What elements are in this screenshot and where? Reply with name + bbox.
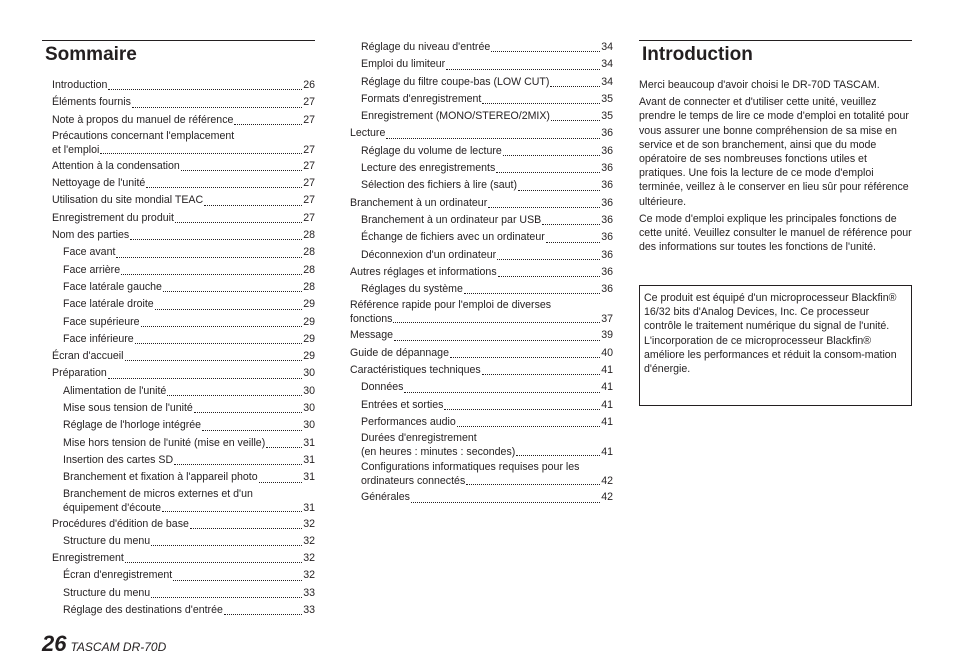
toc-page-number: 34	[601, 75, 613, 88]
toc-entry-title: Caractéristiques techniques	[350, 364, 481, 377]
toc-page-number: 39	[601, 329, 613, 342]
toc-entry[interactable]	[52, 533, 315, 550]
sommaire-header	[42, 40, 315, 68]
toc-page-number: 41	[601, 364, 613, 377]
toc-entry[interactable]	[52, 77, 315, 94]
toc-entry[interactable]	[350, 489, 613, 506]
toc-leader-dots	[444, 409, 600, 410]
toc-entry[interactable]	[52, 383, 315, 400]
toc-entry-title: Mise sous tension de l'unité	[63, 402, 193, 415]
toc-entry-title: Mise hors tension de l'unité (mise en veille)	[63, 436, 266, 449]
toc-entry[interactable]	[350, 56, 613, 73]
toc-entry[interactable]	[52, 244, 315, 261]
toc-leader-dots	[259, 482, 303, 483]
toc-leader-dots	[116, 257, 302, 258]
toc-page-number: 41	[601, 415, 613, 428]
toc-entry-title-cont: (en heures : minutes : secondes)	[361, 446, 516, 459]
toc-leader-dots	[446, 69, 600, 70]
page-footer	[42, 631, 166, 657]
toc-entry[interactable]	[52, 192, 315, 209]
toc-entry[interactable]	[350, 91, 613, 108]
toc-entry[interactable]	[52, 365, 315, 382]
toc-page-number: 37	[601, 313, 613, 326]
toc-entry-title: Durées d'enregistrement	[361, 432, 477, 445]
toc-page-number: 35	[601, 92, 613, 105]
toc-entry-title: Face inférieure	[63, 332, 134, 345]
toc-entry-title: Générales	[361, 491, 410, 504]
toc-entry-title-cont: fonctions	[350, 313, 393, 326]
toc-page-number: 36	[601, 283, 613, 296]
toc-entry-title: Face arrière	[63, 263, 121, 276]
toc-leader-dots	[141, 326, 303, 327]
toc-page-number: 41	[601, 446, 613, 459]
toc-entry-title: Données	[361, 381, 404, 394]
toc-entry-title: Déconnexion d'un ordinateur	[361, 248, 497, 261]
toc-leader-dots	[551, 120, 600, 121]
toc-page-number: 30	[303, 384, 315, 397]
toc-entry[interactable]	[52, 331, 315, 348]
toc-page-number: 30	[303, 367, 315, 380]
toc-entry[interactable]	[52, 400, 315, 417]
toc-entry-title: Performances audio	[361, 415, 456, 428]
toc-leader-dots	[121, 274, 302, 275]
toc-entry-title-cont: ordinateurs connectés	[361, 475, 466, 488]
toc-entry[interactable]	[350, 379, 613, 396]
toc-page-number: 27	[303, 96, 315, 109]
toc-leader-dots	[482, 103, 600, 104]
sommaire-title: Sommaire	[45, 44, 137, 65]
toc-entry[interactable]	[350, 264, 613, 281]
toc-leader-dots	[503, 155, 600, 156]
toc-leader-dots	[162, 511, 302, 512]
toc-entry[interactable]	[52, 94, 315, 111]
toc-entry[interactable]	[52, 129, 315, 158]
toc-entry[interactable]	[52, 175, 315, 192]
introduction-header	[639, 40, 912, 68]
toc-leader-dots	[386, 138, 600, 139]
toc-leader-dots	[550, 86, 600, 87]
toc-entry[interactable]	[52, 262, 315, 279]
toc-leader-dots	[266, 447, 302, 448]
toc-entry-title: Préparation	[52, 367, 107, 380]
toc-leader-dots	[496, 172, 600, 173]
introduction-title: Introduction	[642, 44, 753, 65]
toc-entry[interactable]	[52, 417, 315, 434]
toc-leader-dots	[135, 343, 303, 344]
toc-entry-title: Enregistrement du produit	[52, 211, 174, 224]
toc-leader-dots	[394, 340, 600, 341]
toc-page-number: 36	[601, 144, 613, 157]
toc-page-number: 29	[303, 298, 315, 311]
note-paragraph: Ce produit est équipé d'un microprocesseur Blackfin® 16/32 bits d'Analog Devices, Inc. Ce processeur contrôle le traitement numérique du signal de l'unité.	[644, 292, 897, 333]
toc-page-number: 28	[303, 246, 315, 259]
toc-entry-title: Structure du menu	[63, 534, 151, 547]
toc-entry[interactable]	[350, 125, 613, 142]
toc-entry[interactable]	[350, 160, 613, 177]
toc-entry-title: Branchement à un ordinateur	[350, 196, 488, 209]
intro-paragraph: Avant de connecter et d'utiliser cette unité, veuillez prendre le temps de lire ce mode d'emploi en totalité pour vous assurer une bonne compréhension de sa mise en service et de son branchement, ainsi que du mode opératoire de ses nombreuses fonctions utiles et pratiques. Une fois la lecture de ce mode d'emploi terminée, veillez à le conserver en lieu sûr pour référence ultérieure.	[639, 96, 909, 208]
model-name: TASCAM DR-70D	[70, 640, 167, 654]
toc-leader-dots	[173, 580, 302, 581]
toc-leader-dots	[411, 502, 600, 503]
toc-entry-title: Configurations informatiques requises pour les	[361, 461, 580, 474]
toc-entry-title: Message	[350, 329, 393, 342]
toc-entry[interactable]	[350, 195, 613, 212]
toc-page-number: 29	[303, 315, 315, 328]
toc-page-number: 32	[303, 534, 315, 547]
toc-leader-dots	[130, 239, 302, 240]
toc-page-number: 29	[303, 332, 315, 345]
toc-leader-dots	[466, 484, 600, 485]
toc-leader-dots	[516, 455, 600, 456]
toc-page-number: 36	[601, 231, 613, 244]
toc-entry[interactable]	[52, 567, 315, 584]
toc-entry[interactable]	[350, 362, 613, 379]
toc-entry-title: Éléments fournis	[52, 96, 131, 109]
toc-page-number: 36	[601, 162, 613, 175]
toc-page-number: 41	[601, 381, 613, 394]
toc-entry[interactable]	[52, 158, 315, 175]
toc-entry[interactable]	[52, 550, 315, 567]
toc-page-number: 31	[303, 453, 315, 466]
toc-column-2	[350, 39, 613, 507]
toc-entry-title: Emploi du limiteur	[361, 58, 446, 71]
toc-entry-title: Sélection des fichiers à lire (saut)	[361, 179, 518, 192]
toc-entry-title: Face latérale droite	[63, 298, 154, 311]
toc-entry-title: Autres réglages et informations	[350, 265, 497, 278]
toc-entry[interactable]	[52, 314, 315, 331]
toc-entry[interactable]	[350, 108, 613, 125]
toc-leader-dots	[464, 293, 600, 294]
toc-page-number: 42	[601, 475, 613, 488]
toc-page-number: 30	[303, 419, 315, 432]
toc-entry-title: Introduction	[52, 79, 108, 91]
toc-leader-dots	[497, 259, 600, 260]
toc-page-number: 41	[601, 398, 613, 411]
toc-leader-dots	[174, 464, 302, 465]
toc-leader-dots	[181, 170, 302, 171]
toc-leader-dots	[125, 360, 303, 361]
toc-entry[interactable]	[52, 452, 315, 469]
toc-entry-title: Nom des parties	[52, 229, 130, 242]
toc-entry[interactable]	[350, 229, 613, 246]
toc-entry-title: Réglage du niveau d'entrée	[361, 41, 491, 53]
intro-paragraph: Ce mode d'emploi explique les principales fonctions de cette unité. Veuillez consulter le manuel de référence pour des informations sur toutes les fonctions de l'unité.	[639, 212, 912, 254]
toc-leader-dots	[546, 242, 600, 243]
toc-entry-title: Note à propos du manuel de référence	[52, 113, 234, 126]
toc-page-number: 36	[601, 179, 613, 192]
toc-entry-title: Enregistrement (MONO/STEREO/2MIX)	[361, 110, 550, 123]
toc-page-number: 29	[303, 350, 315, 363]
toc-leader-dots	[457, 426, 600, 427]
toc-leader-dots	[108, 378, 302, 379]
toc-entry-title: Face supérieure	[63, 315, 140, 328]
toc-entry[interactable]	[350, 345, 613, 362]
toc-page-number: 31	[303, 501, 315, 514]
toc-entry[interactable]	[52, 516, 315, 533]
toc-leader-dots	[132, 107, 302, 108]
toc-page-number: 30	[303, 402, 315, 415]
toc-entry-title: Utilisation du site mondial TEAC	[52, 194, 204, 207]
toc-entry-title: Lecture	[350, 127, 386, 140]
toc-entry-title: Réglages du système	[361, 283, 463, 296]
toc-page-number: 36	[601, 213, 613, 226]
toc-page-number: 28	[303, 263, 315, 276]
toc-page-number: 34	[601, 58, 613, 71]
toc-entry[interactable]	[350, 39, 613, 56]
toc-leader-dots	[498, 276, 601, 277]
toc-entry-title: Entrées et sorties	[361, 398, 444, 411]
toc-leader-dots	[542, 224, 600, 225]
toc-page-number: 27	[303, 143, 315, 156]
toc-page-number: 34	[601, 41, 613, 53]
toc-entry[interactable]	[52, 210, 315, 227]
toc-leader-dots	[202, 430, 302, 431]
toc-entry-title: Écran d'enregistrement	[63, 569, 173, 582]
toc-entry-title: Lecture des enregistrements	[361, 162, 496, 175]
toc-entry-title: Insertion des cartes SD	[63, 453, 174, 466]
toc-leader-dots	[175, 222, 302, 223]
toc-page-number: 27	[303, 113, 315, 126]
toc-entry[interactable]	[52, 296, 315, 313]
toc-leader-dots	[450, 357, 600, 358]
toc-entry[interactable]	[350, 397, 613, 414]
toc-entry-title: Référence rapide pour l'emploi de diverses	[350, 299, 552, 312]
toc-leader-dots	[234, 124, 302, 125]
page-number: 26	[42, 631, 67, 656]
toc-entry[interactable]	[52, 112, 315, 129]
toc-entry-title: Procédures d'édition de base	[52, 517, 189, 530]
toc-entry[interactable]	[350, 247, 613, 264]
toc-entry[interactable]	[350, 212, 613, 229]
toc-entry[interactable]	[52, 585, 315, 602]
toc-leader-dots	[491, 51, 600, 52]
toc-entry-title: Guide de dépannage	[350, 346, 449, 359]
toc-entry[interactable]	[350, 143, 613, 160]
toc-entry[interactable]	[52, 279, 315, 296]
toc-page-number: 32	[303, 517, 315, 530]
toc-entry-title: Formats d'enregistrement	[361, 92, 482, 105]
toc-leader-dots	[108, 89, 302, 90]
toc-entry-title: Réglage du volume de lecture	[361, 144, 502, 157]
introduction-body	[639, 78, 913, 257]
toc-column-1	[52, 77, 315, 619]
toc-leader-dots	[163, 291, 302, 292]
blackfin-note-box	[639, 285, 912, 406]
toc-page-number: 27	[303, 211, 315, 224]
toc-leader-dots	[100, 153, 302, 154]
toc-entry-title: Précautions concernant l'emplacement	[52, 129, 235, 142]
toc-leader-dots	[125, 562, 302, 563]
toc-entry-title: Structure du menu	[63, 586, 151, 599]
toc-leader-dots	[393, 322, 600, 323]
toc-page-number: 32	[303, 552, 315, 565]
toc-entry[interactable]	[52, 435, 315, 452]
toc-entry[interactable]	[350, 431, 613, 460]
toc-leader-dots	[155, 309, 303, 310]
toc-page-number: 36	[601, 196, 613, 209]
toc-entry-title-cont: équipement d'écoute	[63, 501, 162, 514]
toc-page-number: 31	[303, 471, 315, 484]
toc-entry-title: Face avant	[63, 246, 116, 259]
toc-leader-dots	[488, 207, 600, 208]
toc-entry-title: Attention à la condensation	[52, 159, 180, 172]
toc-leader-dots	[146, 187, 302, 188]
toc-page-number: 27	[303, 177, 315, 190]
toc-page-number: 31	[303, 436, 315, 449]
toc-entry-title: Écran d'accueil	[52, 350, 124, 363]
toc-entry[interactable]	[350, 327, 613, 344]
toc-leader-dots	[224, 614, 302, 615]
intro-paragraph: Merci beaucoup d'avoir choisi le DR-70D TASCAM.	[639, 79, 880, 91]
toc-leader-dots	[190, 528, 302, 529]
toc-entry[interactable]	[350, 414, 613, 431]
toc-page-number: 36	[601, 127, 613, 140]
toc-page-number: 28	[303, 229, 315, 242]
toc-leader-dots	[151, 597, 302, 598]
toc-page-number: 33	[303, 604, 315, 617]
toc-entry[interactable]	[350, 460, 613, 489]
toc-entry-title: Face latérale gauche	[63, 280, 162, 293]
toc-entry-title: Alimentation de l'unité	[63, 384, 167, 397]
toc-entry[interactable]	[52, 487, 315, 516]
toc-page-number: 27	[303, 159, 315, 172]
toc-entry-title: Réglage des destinations d'entrée	[63, 604, 223, 617]
toc-leader-dots	[167, 395, 302, 396]
toc-leader-dots	[194, 412, 302, 413]
toc-page-number: 40	[601, 346, 613, 359]
toc-entry-title: Réglage du filtre coupe-bas (LOW CUT)	[361, 75, 550, 88]
toc-page-number: 36	[601, 265, 613, 278]
toc-entry[interactable]	[350, 281, 613, 298]
toc-page-number: 42	[601, 491, 613, 504]
toc-page-number: 28	[303, 280, 315, 293]
toc-entry-title: Branchement de micros externes et d'un	[63, 487, 253, 500]
toc-entry[interactable]	[350, 298, 613, 327]
toc-entry-title: Branchement à un ordinateur par USB	[361, 213, 542, 226]
toc-entry[interactable]	[52, 602, 315, 619]
toc-page-number: 26	[303, 79, 315, 91]
toc-entry-title: Échange de fichiers avec un ordinateur	[361, 231, 545, 244]
toc-entry-title: Branchement et fixation à l'appareil photo	[63, 471, 258, 484]
toc-entry[interactable]	[350, 177, 613, 194]
toc-entry[interactable]	[52, 348, 315, 365]
toc-leader-dots	[204, 205, 302, 206]
toc-page-number: 32	[303, 569, 315, 582]
toc-entry-title: Enregistrement	[52, 552, 124, 565]
toc-entry[interactable]	[350, 74, 613, 91]
toc-entry[interactable]	[52, 469, 315, 486]
toc-entry-title-cont: et l'emploi	[52, 143, 100, 156]
toc-leader-dots	[404, 392, 600, 393]
toc-leader-dots	[518, 190, 600, 191]
note-paragraph: L'incorporation de ce microprocesseur Blackfin® améliore les performances et réduit la consom-mation d'énergie.	[644, 334, 897, 376]
toc-leader-dots	[151, 545, 302, 546]
toc-entry[interactable]	[52, 227, 315, 244]
toc-leader-dots	[482, 374, 600, 375]
toc-page-number: 33	[303, 586, 315, 599]
toc-page-number: 36	[601, 248, 613, 261]
toc-entry-title: Nettoyage de l'unité	[52, 177, 146, 190]
toc-page-number: 27	[303, 194, 315, 207]
toc-entry-title: Réglage de l'horloge intégrée	[63, 419, 202, 432]
toc-page-number: 35	[601, 110, 613, 123]
